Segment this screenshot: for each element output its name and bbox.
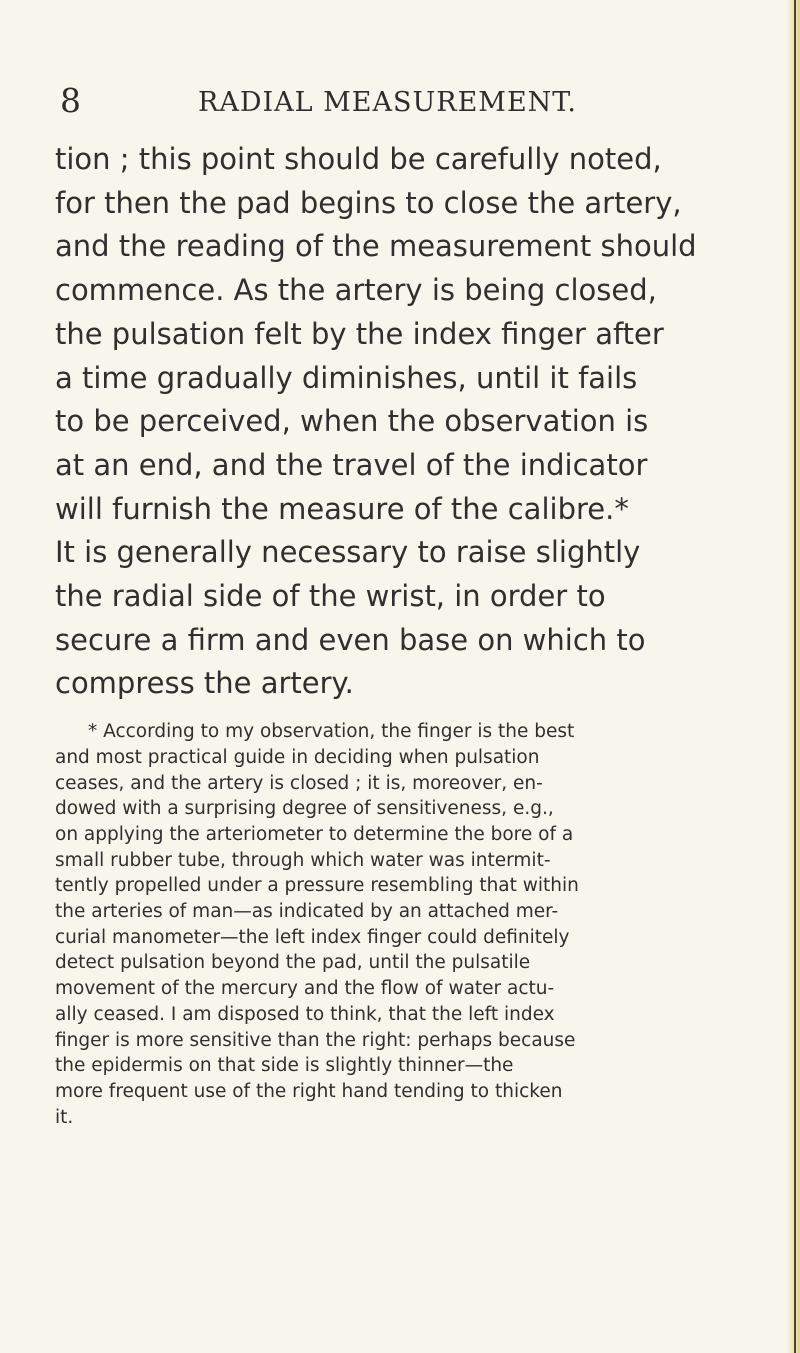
footnote-line: small rubber tube, through which water was intermit- xyxy=(55,849,551,871)
body-line: secure a firm and even base on which to xyxy=(55,622,646,657)
footnote-line: ally ceased. I am disposed to think, that the left index xyxy=(55,1003,555,1025)
footnote-line: dowed with a surprising degree of sensitiveness, e.g., xyxy=(55,798,554,820)
footnote-line: curial manometer—the left index finger could definitely xyxy=(55,926,570,948)
body-line: to be perceived, when the observation is xyxy=(55,404,649,439)
page-edge-line xyxy=(794,0,796,1353)
body-line: the pulsation felt by the index finger after xyxy=(55,316,664,351)
body-line: tion ; this point should be carefully noted, xyxy=(55,142,662,176)
page-edge-shadow xyxy=(786,0,800,1353)
body-text xyxy=(55,138,695,1130)
footnote-line: more frequent use of the right hand tending to thicken xyxy=(55,1080,563,1102)
footnote-line: detect pulsation beyond the pad, until the pulsatile xyxy=(55,952,531,974)
footnote-line: movement of the mercury and the flow of water actu- xyxy=(55,978,555,1000)
footnote-line: * According to my observation, the finger is the best xyxy=(88,721,575,743)
footnote-line: ceases, and the artery is closed ; it is, moreover, en- xyxy=(55,772,543,794)
body-line: for then the pad begins to close the artery, xyxy=(55,185,682,220)
running-head: RADIAL MEASUREMENT. xyxy=(198,87,577,118)
footnote-line: tently propelled under a pressure resembling that within xyxy=(55,875,579,897)
page-header xyxy=(60,81,750,124)
body-line: compress the artery. xyxy=(55,666,354,701)
footnote-line: the arteries of man—as indicated by an attached mer- xyxy=(55,901,559,923)
body-line: and the reading of the measurement should xyxy=(55,229,697,264)
body-line: the radial side of the wrist, in order to xyxy=(55,579,606,614)
footnote-line: finger is more sensitive than the right: perhaps because xyxy=(55,1029,576,1051)
body-line: commence. As the artery is being closed, xyxy=(55,273,657,308)
footnote xyxy=(55,719,695,1130)
body-line: a time gradually diminishes, until it fails xyxy=(55,360,638,395)
footnote-line: and most practical guide in deciding when pulsation xyxy=(55,746,540,768)
footnote-line: it. xyxy=(55,1106,74,1128)
body-line: will furnish the measure of the calibre.* xyxy=(55,491,629,526)
body-line: at an end, and the travel of the indicator xyxy=(55,447,648,482)
footnote-line: on applying the arteriometer to determine the bore of a xyxy=(55,823,574,845)
footnote-line: the epidermis on that side is slightly thinner—the xyxy=(55,1055,514,1077)
body-line: It is generally necessary to raise slightly xyxy=(55,535,641,570)
page-number: 8 xyxy=(60,81,81,120)
